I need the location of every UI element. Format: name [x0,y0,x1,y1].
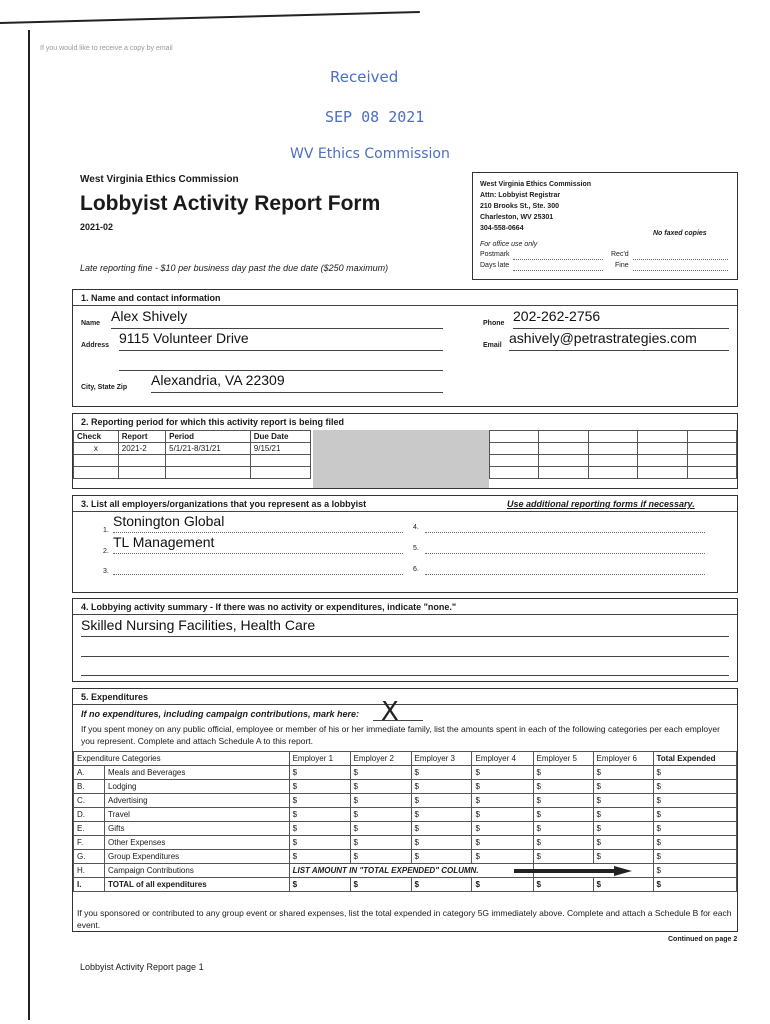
mailing-address: West Virginia Ethics Commission Attn: Lobbyist Registrar 210 Brooks St., Ste. 300 Charleston, WV 25301 304-558-0664 [480,181,591,232]
col-period: Period [166,431,251,443]
section3-heading: 3. List all employers/organizations that you represent as a lobbyist [81,499,367,509]
phone-value: 202-262-2756 [513,308,601,324]
employer-2: TL Management [113,534,215,550]
mailing-address-box [472,172,738,280]
recd-label: Rec'd [611,251,629,258]
table-row: F. Other Expenses $ $ $ $ $ $ $ [74,836,737,850]
expenditures-table [73,751,737,892]
fine-label: Fine [615,262,629,269]
email-value: ashively@petrastrategies.com [509,330,697,346]
phone-label: Phone [483,320,505,327]
agency-name: West Virginia Ethics Commission [80,174,239,185]
continued-note: Continued on page 2 [668,936,738,943]
received-stamp: Received [330,68,399,86]
scan-edge-left [28,30,30,1020]
section4-heading: 4. Lobbying activity summary - If there was no activity or expenditures, indicate "none." [81,602,457,612]
city-value: Alexandria, VA 22309 [151,372,285,388]
office-use-label: For office use only [480,241,538,248]
row-report: 2021-2 [118,443,165,455]
col-categories: Expenditure Categories [74,752,290,766]
arrow-cell [533,864,653,878]
campaign-row: H. Campaign Contributions LIST AMOUNT IN "TOTAL EXPENDED" COLUMN. $ [74,864,737,878]
page-label: Lobbyist Activity Report page 1 [80,962,204,972]
reporting-period-table [73,430,311,479]
campaign-note: LIST AMOUNT IN "TOTAL EXPENDED" COLUMN. [289,864,533,878]
group-event-note: If you sponsored or contributed to any group event or shared expenses, list the total expended in category 5G immediately above. Complete and attach a Schedule B for each event. [77,908,732,930]
col-report: Report [118,431,165,443]
days-late-label: Days late [480,262,510,269]
col-employer-5: Employer 5 [533,752,593,766]
section5-heading: 5. Expenditures [81,692,149,702]
activity-summary: Skilled Nursing Facilities, Health Care [81,617,316,633]
address-label: Address [81,342,110,349]
col-employer-6: Employer 6 [593,752,653,766]
section-employers: 3. List all employers/organizations that you represent as a lobbyist Use additional reporting forms if necessary. 1. Stonington Global 2. TL Management 3. 4. 5. 6. [72,495,738,593]
employer-1: Stonington Global [113,513,225,529]
form-title: Lobbyist Activity Report Form [80,192,381,215]
postmark-label: Postmark [480,251,510,258]
col-employer-3: Employer 3 [411,752,472,766]
expenditure-instructions: If you spent money on any public official, employee or member of his or her immediate family, list the amounts spent in each of the following categories per each employer you represent. Complete and attach Schedule A to this report. [81,724,720,746]
no-expenditures-label: If no expenditures, including campaign contributions, mark here: [81,709,360,719]
arrow-right-icon [514,866,634,876]
no-fax-note: No faxed copies [653,230,707,237]
row-due: 9/15/21 [250,443,310,455]
stamp-office: WV Ethics Commission [290,146,450,162]
reporting-period-table-right [489,430,737,479]
city-label: City, State Zip [81,384,128,391]
section-reporting-period [72,413,738,489]
col-total: Total Expended [653,752,737,766]
late-fine-note: Late reporting fine - $10 per business day past the due date ($250 maximum) [80,263,389,273]
col-employer-2: Employer 2 [350,752,411,766]
row-period: 5/1/21-8/31/21 [166,443,251,455]
no-expenditures-mark: X [381,697,399,727]
name-label: Name [81,320,101,327]
form-number: 2021-02 [80,222,114,232]
table-row: C. Advertising $ $ $ $ $ $ $ [74,794,737,808]
table-row: A. Meals and Beverages $ $ $ $ $ $ $ [74,766,737,780]
table-row: G. Group Expenditures $ $ $ $ $ $ $ [74,850,737,864]
additional-forms-note: Use additional reporting forms if necessary. [507,499,695,509]
email-label: Email [483,342,502,349]
section-activity-summary [72,598,738,682]
row-check: x [74,443,119,455]
col-employer-1: Employer 1 [289,752,350,766]
scan-edge-top [0,11,420,24]
section-expenditures [72,688,738,932]
col-employer-4: Employer 4 [472,752,533,766]
redacted-area [313,430,489,488]
col-check: Check [74,431,119,443]
stamp-date: SEP 08 2021 [325,108,425,126]
section2-heading: 2. Reporting period for which this activity report is being filed [81,417,345,427]
section1-heading: 1. Name and contact information [81,293,221,303]
section-contact [72,289,738,407]
table-row: B. Lodging $ $ $ $ $ $ $ [74,780,737,794]
col-due: Due Date [250,431,310,443]
table-row: E. Gifts $ $ $ $ $ $ $ [74,822,737,836]
name-value: Alex Shively [111,308,188,324]
address-value: 9115 Volunteer Drive [119,330,249,346]
total-row: I. TOTAL of all expenditures $ $ $ $ $ $ $ [74,878,737,892]
top-note: If you would like to receive a copy by email [40,45,173,52]
table-row: D. Travel $ $ $ $ $ $ $ [74,808,737,822]
